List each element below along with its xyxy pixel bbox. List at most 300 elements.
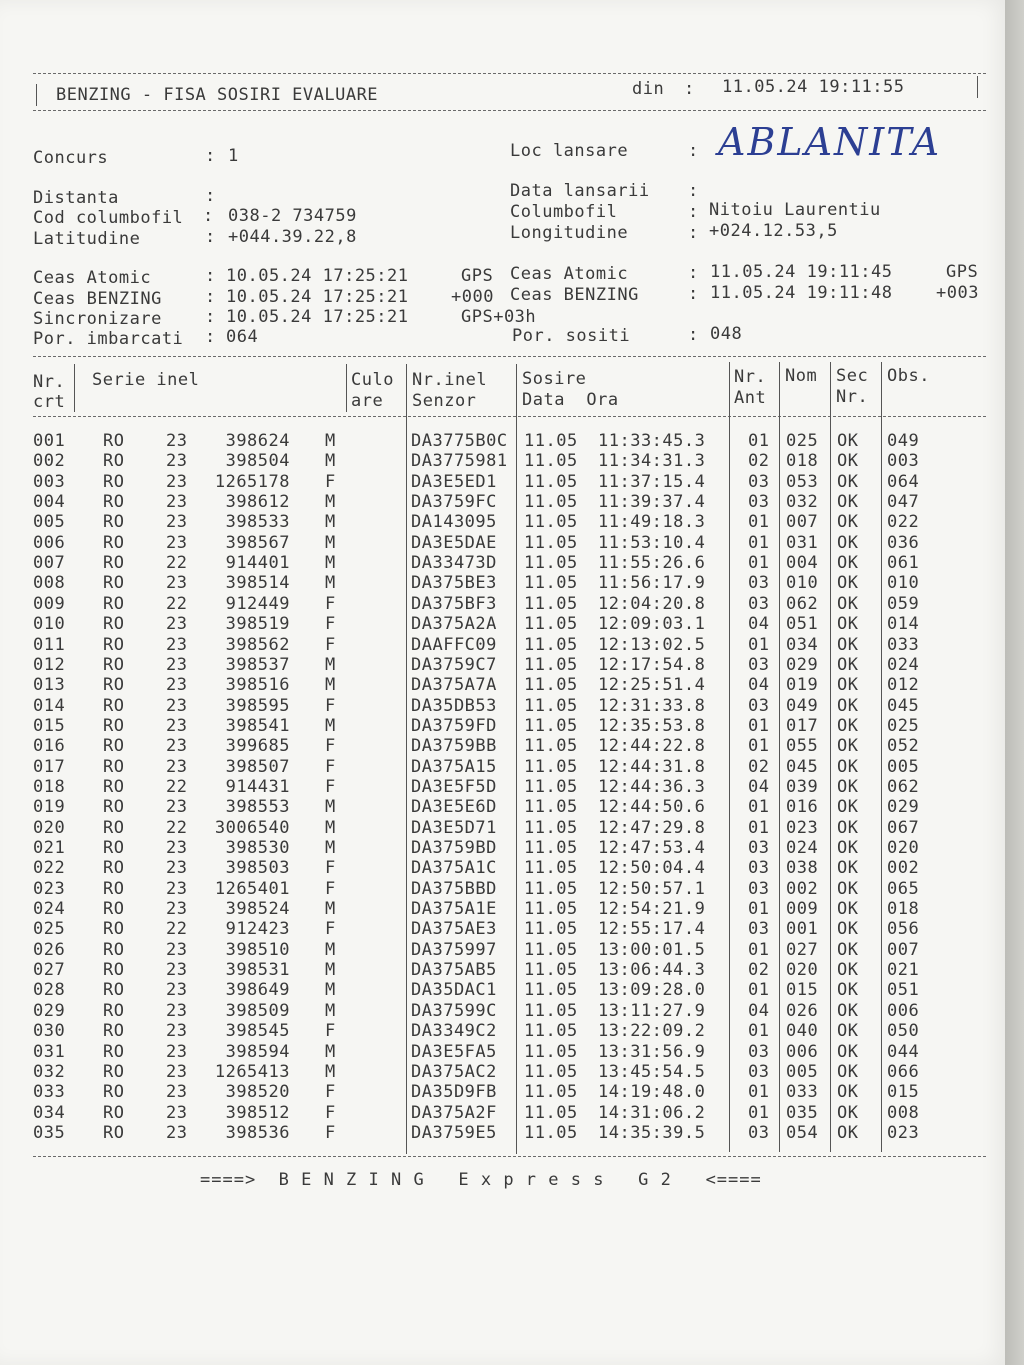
cell-nom: 049	[786, 695, 819, 716]
cell-date: 11.05	[524, 1102, 578, 1123]
cell-antenna: 03	[748, 1061, 770, 1082]
cell-time: 14:35:39.5	[598, 1122, 706, 1143]
cell-country: RO	[103, 858, 125, 879]
cell-date: 11.05	[524, 736, 578, 757]
cell-sec-nr: OK	[837, 715, 859, 736]
table-row	[0, 736, 1000, 756]
cell-time: 13:11:27.9	[598, 1000, 706, 1021]
cell-year: 23	[166, 1041, 188, 1062]
cell-year: 23	[166, 899, 188, 920]
longitudine-colon: :	[688, 223, 699, 243]
cell-year: 23	[166, 512, 188, 533]
cell-ring-number: 398649	[225, 980, 290, 1001]
cell-sensor: DA375AE3	[411, 919, 497, 940]
cell-sex: M	[325, 492, 336, 513]
table-row	[0, 1021, 1000, 1041]
cell-sec-nr: OK	[837, 960, 859, 981]
cell-antenna: 03	[748, 1041, 770, 1062]
cell-obs: 059	[887, 593, 920, 614]
por-sositi-label: Por. sositi	[512, 326, 631, 346]
cell-time: 13:09:28.0	[598, 980, 706, 1001]
col-sec-line2: Nr.	[836, 387, 869, 407]
cell-nom: 031	[786, 532, 819, 553]
cell-nom: 005	[786, 1061, 819, 1082]
cell-sex: F	[325, 919, 336, 940]
cell-obs: 002	[887, 858, 920, 879]
distanta-colon: :	[205, 186, 216, 206]
cell-date: 11.05	[524, 431, 578, 451]
cell-ring-number: 398531	[225, 960, 290, 981]
cell-sensor: DA3E5DAE	[411, 532, 497, 553]
cell-date: 11.05	[524, 451, 578, 472]
cell-time: 12:54:21.9	[598, 899, 706, 920]
cell-nr-crt: 034	[33, 1102, 66, 1123]
col-nr-inel-line1: Nr.inel	[412, 370, 488, 390]
cell-nom: 002	[786, 878, 819, 899]
cell-year: 23	[166, 756, 188, 777]
cell-sensor: DA3775981	[411, 451, 508, 472]
header-bottom-rule	[33, 110, 986, 111]
cell-country: RO	[103, 736, 125, 757]
cell-country: RO	[103, 492, 125, 513]
cell-obs: 061	[887, 553, 920, 574]
cell-year: 23	[166, 471, 188, 492]
cell-obs: 052	[887, 736, 920, 757]
cell-obs: 050	[887, 1021, 920, 1042]
cell-time: 11:37:15.4	[598, 471, 706, 492]
cell-nom: 054	[786, 1122, 819, 1143]
sincronizare-colon: :	[205, 307, 216, 327]
cell-sec-nr: OK	[837, 614, 859, 635]
table-row	[0, 533, 1000, 553]
cell-date: 11.05	[524, 960, 578, 981]
cell-sex: F	[325, 471, 336, 492]
cell-antenna: 01	[748, 817, 770, 838]
ceas-atomic-end: 11.05.24 19:11:45	[710, 262, 893, 282]
cell-ring-number: 1265413	[214, 1061, 290, 1082]
cell-antenna: 03	[748, 654, 770, 675]
cell-country: RO	[103, 573, 125, 594]
cell-obs: 025	[887, 715, 920, 736]
din-colon: :	[684, 79, 695, 99]
distanta-label: Distanta	[33, 188, 119, 208]
cell-obs: 010	[887, 573, 920, 594]
cell-country: RO	[103, 654, 125, 675]
cell-sec-nr: OK	[837, 838, 859, 858]
cell-year: 23	[166, 878, 188, 899]
cell-country: RO	[103, 838, 125, 858]
cell-sec-nr: OK	[837, 1122, 859, 1143]
cell-antenna: 04	[748, 1000, 770, 1021]
cell-nr-crt: 008	[33, 573, 66, 594]
cell-country: RO	[103, 1041, 125, 1062]
cell-date: 11.05	[524, 614, 578, 635]
cell-sec-nr: OK	[837, 1000, 859, 1021]
col-separator	[346, 364, 347, 412]
cell-ring-number: 398562	[225, 634, 290, 655]
cell-nr-crt: 012	[33, 654, 66, 675]
cell-ring-number: 398545	[225, 1021, 290, 1042]
concurs-label: Concurs	[33, 148, 109, 168]
cell-date: 11.05	[524, 1041, 578, 1062]
cell-ring-number: 398512	[225, 1102, 290, 1123]
cell-sec-nr: OK	[837, 1082, 859, 1103]
table-row	[0, 492, 1000, 512]
cell-obs: 024	[887, 654, 920, 675]
cell-sensor: DA375BE3	[411, 573, 497, 594]
cell-nr-crt: 011	[33, 634, 66, 655]
cell-sensor: DA3759BD	[411, 838, 497, 858]
cell-obs: 045	[887, 695, 920, 716]
cell-date: 11.05	[524, 1122, 578, 1143]
cell-sex: M	[325, 838, 336, 858]
cell-year: 23	[166, 838, 188, 858]
cell-date: 11.05	[524, 838, 578, 858]
ceas-benzing-label-right: Ceas BENZING	[510, 285, 639, 305]
longitudine-label: Longitudine	[510, 223, 629, 243]
cell-time: 14:31:06.2	[598, 1102, 706, 1123]
cell-obs: 036	[887, 532, 920, 553]
cell-sec-nr: OK	[837, 553, 859, 574]
cell-year: 23	[166, 858, 188, 879]
table-row	[0, 899, 1000, 919]
cell-obs: 003	[887, 451, 920, 472]
cell-year: 22	[166, 593, 188, 614]
col-nr-inel-line2: Senzor	[412, 391, 477, 411]
cell-ring-number: 912423	[225, 919, 290, 940]
cell-sex: F	[325, 1021, 336, 1042]
cell-year: 23	[166, 634, 188, 655]
cell-nr-crt: 010	[33, 614, 66, 635]
cell-nr-crt: 029	[33, 1000, 66, 1021]
columbofil-value: Nitoiu Laurentiu	[709, 200, 881, 220]
cell-sex: F	[325, 878, 336, 899]
cell-year: 23	[166, 939, 188, 960]
cell-sex: M	[325, 431, 336, 451]
cell-country: RO	[103, 512, 125, 533]
sincronizare-src: GPS+03h	[461, 307, 537, 327]
cell-sex: M	[325, 512, 336, 533]
cell-year: 23	[166, 1021, 188, 1042]
cell-sensor: DA3E5F5D	[411, 776, 497, 797]
cell-sec-nr: OK	[837, 980, 859, 1001]
cell-antenna: 01	[748, 532, 770, 553]
cell-sex: F	[325, 1122, 336, 1143]
cell-nr-crt: 003	[33, 471, 66, 492]
cell-year: 23	[166, 654, 188, 675]
data-lansarii-label: Data lansarii	[510, 181, 650, 201]
col-sosire-line1: Sosire	[522, 369, 587, 389]
table-row	[0, 879, 1000, 899]
cell-sex: M	[325, 654, 336, 675]
cell-nom: 045	[786, 756, 819, 777]
cell-country: RO	[103, 1122, 125, 1143]
cell-nr-crt: 025	[33, 919, 66, 940]
cell-nom: 010	[786, 573, 819, 594]
cell-ring-number: 398536	[225, 1122, 290, 1143]
cell-ring-number: 398595	[225, 695, 290, 716]
ceas-benzing-colon: :	[205, 287, 216, 307]
cell-ring-number: 398519	[225, 614, 290, 635]
cell-date: 11.05	[524, 593, 578, 614]
loc-lansare-colon: :	[688, 141, 699, 161]
cell-nom: 025	[786, 431, 819, 451]
cell-obs: 005	[887, 756, 920, 777]
cell-country: RO	[103, 939, 125, 960]
cell-time: 13:22:09.2	[598, 1021, 706, 1042]
table-row	[0, 655, 1000, 675]
cell-sensor: DA3759BB	[411, 736, 497, 757]
cell-sensor: DA375AB5	[411, 960, 497, 981]
table-row	[0, 451, 1000, 471]
cell-nom: 024	[786, 838, 819, 858]
cell-nr-crt: 017	[33, 756, 66, 777]
cell-ring-number: 398553	[225, 797, 290, 818]
cell-sec-nr: OK	[837, 899, 859, 920]
cell-sex: F	[325, 1102, 336, 1123]
col-obs: Obs.	[887, 366, 930, 386]
cell-nr-crt: 006	[33, 532, 66, 553]
table-row	[0, 1001, 1000, 1021]
cell-nom: 017	[786, 715, 819, 736]
cell-antenna: 01	[748, 899, 770, 920]
cell-time: 12:47:53.4	[598, 838, 706, 858]
cell-time: 11:39:37.4	[598, 492, 706, 513]
table-row	[0, 1082, 1000, 1102]
cod-columbofil-value: 038-2 734759	[228, 206, 357, 226]
cell-time: 12:47:29.8	[598, 817, 706, 838]
cell-time: 11:56:17.9	[598, 573, 706, 594]
ceas-atomic-start: 10.05.24 17:25:21	[226, 266, 409, 286]
cell-date: 11.05	[524, 512, 578, 533]
cell-country: RO	[103, 471, 125, 492]
header-left-border	[36, 84, 37, 106]
cell-ring-number: 1265401	[214, 878, 290, 899]
cell-time: 13:45:54.5	[598, 1061, 706, 1082]
cell-year: 23	[166, 736, 188, 757]
cell-sensor: DA35D9FB	[411, 1082, 497, 1103]
cell-sec-nr: OK	[837, 817, 859, 838]
cell-obs: 015	[887, 1082, 920, 1103]
table-row	[0, 818, 1000, 838]
cell-date: 11.05	[524, 776, 578, 797]
cell-year: 23	[166, 675, 188, 696]
concurs-colon: :	[205, 146, 216, 166]
cell-antenna: 03	[748, 1122, 770, 1143]
cell-sensor: DA375A7A	[411, 675, 497, 696]
cell-obs: 022	[887, 512, 920, 533]
cell-date: 11.05	[524, 1082, 578, 1103]
cell-sec-nr: OK	[837, 512, 859, 533]
cell-date: 11.05	[524, 675, 578, 696]
cell-sex: M	[325, 797, 336, 818]
cell-year: 23	[166, 797, 188, 818]
cell-nr-crt: 027	[33, 960, 66, 981]
cell-obs: 020	[887, 838, 920, 858]
cell-nr-crt: 009	[33, 593, 66, 614]
cell-ring-number: 399685	[225, 736, 290, 757]
cell-nom: 026	[786, 1000, 819, 1021]
cell-ring-number: 398530	[225, 838, 290, 858]
cell-date: 11.05	[524, 980, 578, 1001]
cell-time: 12:09:03.1	[598, 614, 706, 635]
por-sositi-value: 048	[710, 324, 743, 344]
cell-sec-nr: OK	[837, 492, 859, 513]
por-imbarcati-value: 064	[226, 327, 259, 347]
cell-sec-nr: OK	[837, 471, 859, 492]
cell-nr-crt: 019	[33, 797, 66, 818]
cell-antenna: 01	[748, 1102, 770, 1123]
cell-antenna: 03	[748, 573, 770, 594]
cell-obs: 049	[887, 431, 920, 451]
col-ant-line2: Ant	[734, 388, 767, 408]
cell-year: 23	[166, 431, 188, 451]
latitudine-value: +044.39.22,8	[228, 227, 357, 247]
cell-country: RO	[103, 431, 125, 451]
cell-sensor: DA3759FC	[411, 492, 497, 513]
cell-sec-nr: OK	[837, 431, 859, 451]
cell-ring-number: 398516	[225, 675, 290, 696]
concurs-value: 1	[228, 146, 239, 166]
table-row	[0, 431, 1000, 451]
cell-sensor: DAAFFC09	[411, 634, 497, 655]
cell-time: 13:06:44.3	[598, 960, 706, 981]
cell-sex: M	[325, 532, 336, 553]
cell-sex: M	[325, 1061, 336, 1082]
table-row	[0, 858, 1000, 878]
cell-sec-nr: OK	[837, 451, 859, 472]
cell-year: 23	[166, 1122, 188, 1143]
cell-nr-crt: 002	[33, 451, 66, 472]
cell-sensor: DA3759FD	[411, 715, 497, 736]
cell-sensor: DA375BBD	[411, 878, 497, 899]
table-row	[0, 960, 1000, 980]
cell-antenna: 03	[748, 593, 770, 614]
ceas-atomic-label-right: Ceas Atomic	[510, 264, 629, 284]
col-culoare-line1: Culo	[351, 370, 394, 390]
cell-nom: 006	[786, 1041, 819, 1062]
cell-antenna: 03	[748, 878, 770, 899]
cell-year: 22	[166, 553, 188, 574]
cell-sex: M	[325, 675, 336, 696]
cell-nr-crt: 026	[33, 939, 66, 960]
cell-obs: 007	[887, 939, 920, 960]
footer-benzing-express: ====> B E N Z I N G E x p r e s s G 2 <====	[200, 1170, 762, 1190]
cell-year: 23	[166, 695, 188, 716]
cell-ring-number: 398567	[225, 532, 290, 553]
cell-country: RO	[103, 614, 125, 635]
cell-nom: 020	[786, 960, 819, 981]
cell-time: 12:55:17.4	[598, 919, 706, 940]
cell-time: 11:49:18.3	[598, 512, 706, 533]
cell-sensor: DA35DB53	[411, 695, 497, 716]
cell-sex: F	[325, 736, 336, 757]
cell-sex: F	[325, 776, 336, 797]
cell-date: 11.05	[524, 1061, 578, 1082]
cell-time: 13:31:56.9	[598, 1041, 706, 1062]
cell-country: RO	[103, 715, 125, 736]
cell-country: RO	[103, 899, 125, 920]
cell-sensor: DA375A1E	[411, 899, 497, 920]
cell-sex: F	[325, 1082, 336, 1103]
cell-sec-nr: OK	[837, 858, 859, 879]
cell-year: 23	[166, 960, 188, 981]
cell-antenna: 03	[748, 858, 770, 879]
cell-obs: 067	[887, 817, 920, 838]
cell-sensor: DA143095	[411, 512, 497, 533]
cell-sec-nr: OK	[837, 939, 859, 960]
cell-country: RO	[103, 817, 125, 838]
cell-year: 23	[166, 614, 188, 635]
cell-year: 22	[166, 776, 188, 797]
cell-country: RO	[103, 1021, 125, 1042]
cell-obs: 018	[887, 899, 920, 920]
cell-time: 12:17:54.8	[598, 654, 706, 675]
cell-nr-crt: 007	[33, 553, 66, 574]
cell-country: RO	[103, 919, 125, 940]
por-imbarcati-colon: :	[205, 327, 216, 347]
cell-sensor: DA3775B0C	[411, 431, 508, 451]
cell-date: 11.05	[524, 492, 578, 513]
col-ant-line1: Nr.	[734, 367, 767, 387]
cell-sec-nr: OK	[837, 1021, 859, 1042]
cell-sensor: DA375A15	[411, 756, 497, 777]
cell-nom: 009	[786, 899, 819, 920]
cell-time: 12:35:53.8	[598, 715, 706, 736]
cell-sex: M	[325, 1041, 336, 1062]
cell-nom: 055	[786, 736, 819, 757]
table-row	[0, 919, 1000, 939]
cell-nom: 015	[786, 980, 819, 1001]
cell-ring-number: 1265178	[214, 471, 290, 492]
ceas-benzing-colon-right: :	[688, 284, 699, 304]
cell-sex: F	[325, 634, 336, 655]
cell-antenna: 01	[748, 512, 770, 533]
cell-ring-number: 398612	[225, 492, 290, 513]
cell-obs: 008	[887, 1102, 920, 1123]
cell-nr-crt: 013	[33, 675, 66, 696]
cell-time: 11:53:10.4	[598, 532, 706, 553]
cell-year: 23	[166, 573, 188, 594]
cell-nom: 039	[786, 776, 819, 797]
cell-nom: 004	[786, 553, 819, 574]
table-row	[0, 553, 1000, 573]
cell-sex: M	[325, 960, 336, 981]
cell-obs: 029	[887, 797, 920, 818]
cell-sec-nr: OK	[837, 878, 859, 899]
table-row	[0, 1103, 1000, 1123]
cell-ring-number: 398520	[225, 1082, 290, 1103]
cell-year: 22	[166, 919, 188, 940]
cell-year: 22	[166, 817, 188, 838]
cell-sex: F	[325, 614, 336, 635]
table-row	[0, 594, 1000, 614]
ceas-benzing-end: 11.05.24 19:11:48	[710, 283, 893, 303]
cell-country: RO	[103, 553, 125, 574]
cell-date: 11.05	[524, 573, 578, 594]
cell-sex: M	[325, 817, 336, 838]
ceas-benzing-end-offset: +003	[936, 283, 979, 303]
por-imbarcati-label: Por. imbarcati	[33, 329, 184, 349]
cell-sex: F	[325, 695, 336, 716]
cell-time: 11:55:26.6	[598, 553, 706, 574]
cell-sec-nr: OK	[837, 573, 859, 594]
cell-antenna: 03	[748, 919, 770, 940]
cell-nom: 032	[786, 492, 819, 513]
cell-time: 12:44:36.3	[598, 776, 706, 797]
cell-sensor: DA375AC2	[411, 1061, 497, 1082]
col-sec-line1: Sec	[836, 366, 869, 386]
